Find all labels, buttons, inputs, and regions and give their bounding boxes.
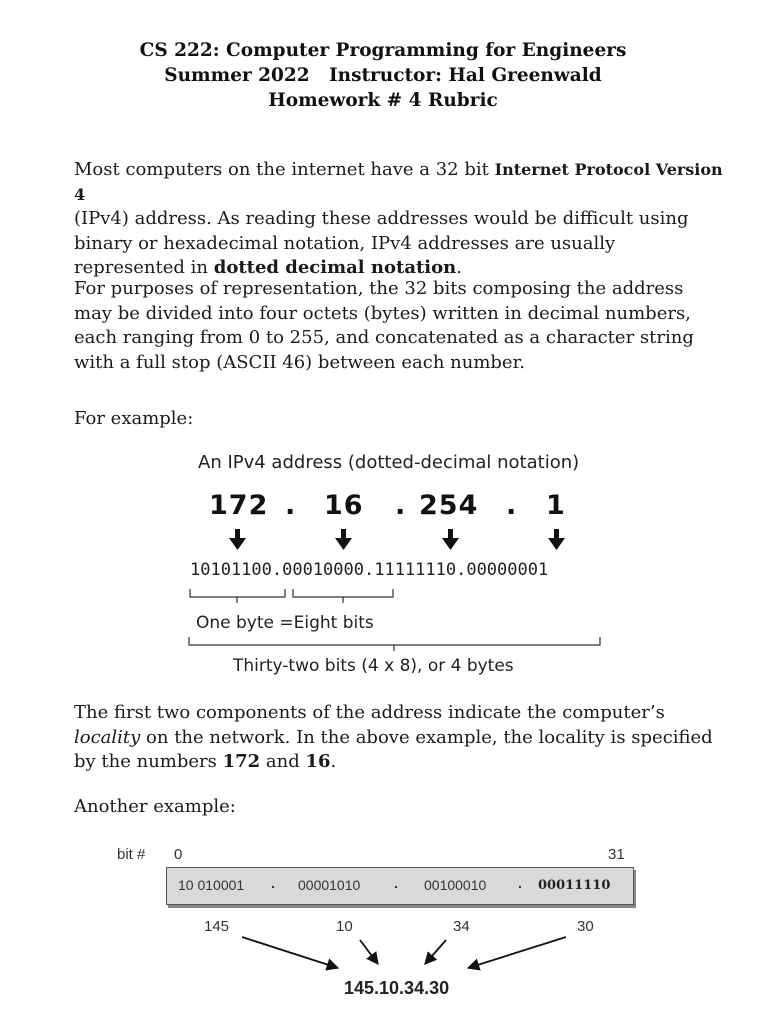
locality-num-1: 172 (222, 751, 261, 772)
locality-period: . (330, 751, 337, 772)
arrow-icon (468, 937, 566, 968)
another-example-label: Another example: (74, 796, 236, 817)
term-instructor: Summer 2022 Instructor: Hal Greenwald (164, 65, 602, 86)
octet-4: 1 (546, 490, 566, 521)
decimal-1: 145 (204, 918, 230, 935)
decimal-4: 30 (577, 918, 594, 935)
decimal-2: 10 (336, 918, 353, 935)
locality-text-1: The first two components of the address indicate the computer’s (74, 702, 665, 723)
segment-dot-1: . (271, 875, 275, 891)
segment-3: 00100010 (424, 877, 487, 893)
total-bits-label: Thirty-two bits (4 x 8), or 4 bytes (233, 656, 514, 676)
intro-text-2: (IPv4) address. As reading these addresses would be difficult using binary or hexadecimal notation, IPv4 addresses are usually represented in (74, 208, 689, 278)
binary-address: 10101100.00010000.11111110.00000001 (190, 560, 549, 580)
segment-1: 10 010001 (178, 877, 245, 893)
octet-1: 172 (209, 490, 269, 521)
arrow-icon (425, 940, 446, 964)
octet-3: 254 (419, 490, 479, 521)
course-title: CS 222: Computer Programming for Engineers (139, 40, 627, 61)
octet-dot-2: . (395, 490, 407, 521)
example-label: For example: (74, 408, 194, 429)
bit-end: 31 (608, 846, 625, 863)
arrow-icon (242, 937, 338, 968)
locality-text-2: on the network. In the above example, the locality is specified by the numbers (74, 726, 713, 772)
intro-text-1: Most computers on the internet have a 32 bit (74, 159, 495, 180)
locality-num-2: 16 (305, 751, 331, 772)
bit-start: 0 (174, 846, 183, 863)
dotted-decimal-term: dotted decimal notation (213, 257, 457, 278)
representation-paragraph: For purposes of representation, the 32 bits composing the address may be divided into four octets (bytes) written in decimal numbers, each ranging from 0 to 255, and concatenated as a character string with a full stop (ASCII 46) between each number. (74, 278, 694, 373)
locality-term: locality (74, 726, 141, 748)
arrow-icon (360, 940, 378, 964)
bit-number-label: bit # (117, 846, 146, 863)
segment-dot-3: . (518, 875, 522, 891)
segment-dot-2: . (394, 875, 398, 891)
segment-2: 00001010 (298, 877, 361, 893)
octet-2: 16 (324, 490, 364, 521)
homework-title: Homework # 4 Rubric (268, 90, 498, 111)
diagram-title: An IPv4 address (dotted-decimal notation) (198, 452, 580, 473)
byte-label: One byte =Eight bits (196, 613, 374, 633)
locality-and: and (260, 751, 306, 772)
octet-dot-1: . (285, 490, 297, 521)
ipv4-term: Internet Protocol Version 4 (74, 160, 723, 204)
dotted-result: 145.10.34.30 (344, 978, 450, 998)
decimal-3: 34 (453, 918, 470, 935)
intro-period: . (456, 257, 462, 278)
segment-4: 00011110 (538, 878, 611, 893)
octet-dot-3: . (506, 490, 518, 521)
